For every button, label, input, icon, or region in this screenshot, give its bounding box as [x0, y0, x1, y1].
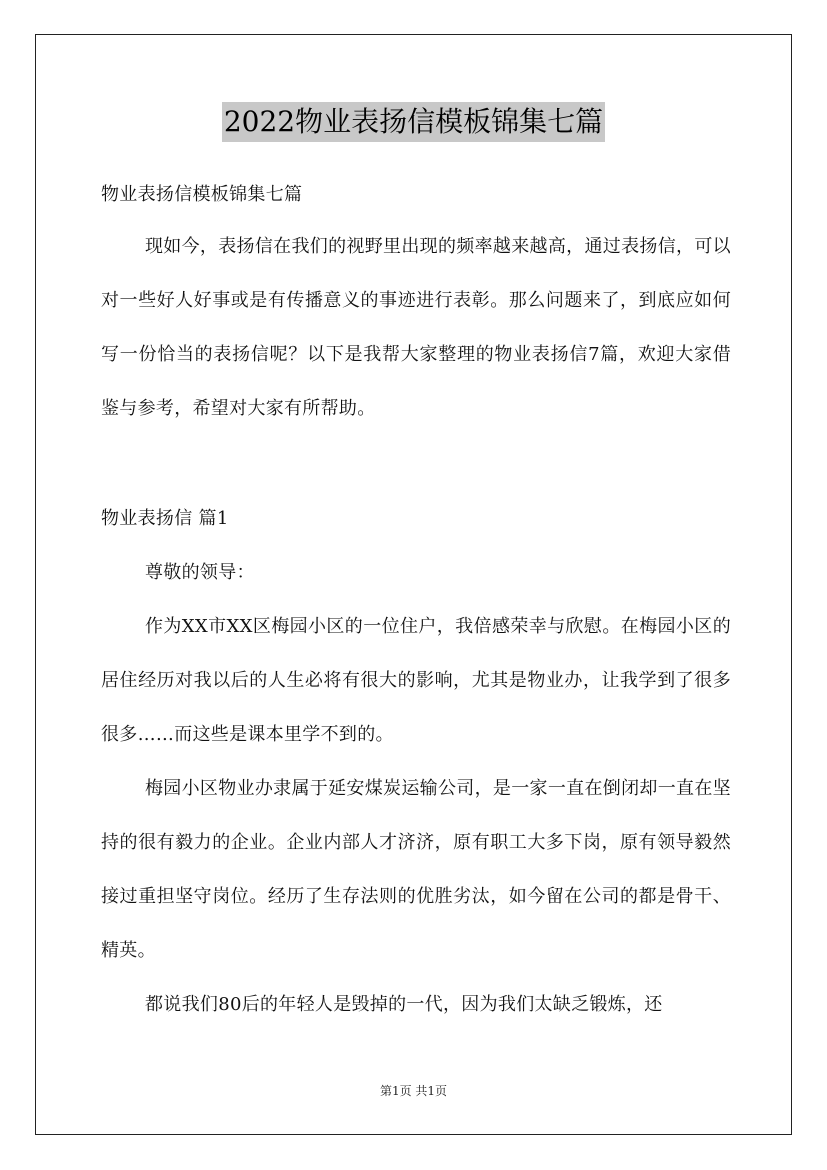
section-heading: 物业表扬信 篇1: [101, 508, 229, 529]
body-paragraph: 作为XX市XX区梅园小区的一位住户，我倍感荣幸与欣慰。在梅园小区的居住经历对我以后的人生必将有很大的影响，尤其是物业办，让我学到了很多很多……而这些是课本里学不到的。: [101, 616, 731, 745]
intro-paragraph: 现如今，表扬信在我们的视野里出现的频率越来越高，通过表扬信，可以对一些好人好事或是有传播意义的事迹进行表彰。那么问题来了，到底应如何写一份恰当的表扬信呢？以下是我帮大家整理的物业表扬信7篇，欢迎大家借鉴与参考，希望对大家有所帮助。: [101, 236, 731, 419]
body-paragraph: 梅园小区物业办隶属于延安煤炭运输公司，是一家一直在倒闭却一直在坚持的很有毅力的企业。企业内部人才济济，原有职工大多下岗，原有领导毅然接过重担坚守岗位。经历了生存法则的优胜劣汰，如今留在公司的都是骨干、精英。: [101, 778, 731, 961]
document-subtitle: 物业表扬信模板锦集七篇: [101, 184, 303, 205]
page-number-info: 第1页 共1页: [379, 1084, 448, 1098]
body-paragraph: 都说我们80后的年轻人是毁掉的一代，因为我们太缺乏锻炼，还: [145, 994, 663, 1015]
document-title: [0, 101, 827, 142]
letter-salutation: 尊敬的领导：: [145, 562, 255, 583]
document-title-text: 2022物业表扬信模板锦集七篇: [222, 102, 605, 142]
page-footer: [0, 1082, 827, 1099]
